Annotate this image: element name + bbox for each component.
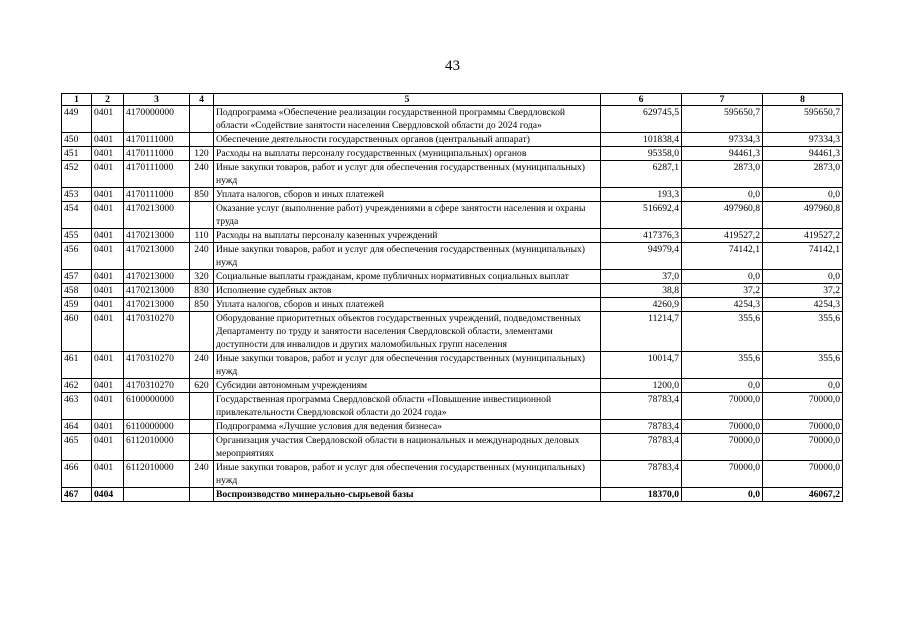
- row-description: Субсидии автономным учреждениям: [214, 379, 601, 393]
- table-row: [62, 106, 843, 133]
- amount-col-6: 193,3: [601, 188, 682, 202]
- target-article-code: 6100000000: [124, 393, 190, 420]
- amount-col-6: 78783,4: [601, 393, 682, 420]
- amount-col-7: 0,0: [682, 488, 763, 502]
- amount-col-7: 70000,0: [682, 420, 763, 434]
- amount-col-8: 355,6: [763, 312, 843, 352]
- table-row: [62, 434, 843, 461]
- amount-col-6: 1200,0: [601, 379, 682, 393]
- expense-type-code: 120: [190, 147, 214, 161]
- row-description: Иные закупки товаров, работ и услуг для обеспечения государственных (муниципальных) нужд: [214, 461, 601, 488]
- amount-col-7: 2873,0: [682, 161, 763, 188]
- amount-col-6: 10014,7: [601, 352, 682, 379]
- expense-type-code: 850: [190, 188, 214, 202]
- amount-col-6: 417376,3: [601, 229, 682, 243]
- amount-col-8: 94461,3: [763, 147, 843, 161]
- row-number: 460: [62, 312, 92, 352]
- column-header-8: 8: [763, 94, 843, 106]
- row-number: 450: [62, 133, 92, 147]
- amount-col-8: 595650,7: [763, 106, 843, 133]
- section-code: 0401: [92, 298, 124, 312]
- amount-col-7: 595650,7: [682, 106, 763, 133]
- amount-col-6: 38,8: [601, 284, 682, 298]
- expense-type-code: [190, 434, 214, 461]
- target-article-code: 4170310270: [124, 379, 190, 393]
- expense-type-code: [190, 420, 214, 434]
- expense-type-code: [190, 133, 214, 147]
- amount-col-7: 0,0: [682, 379, 763, 393]
- amount-col-7: 4254,3: [682, 298, 763, 312]
- section-code: 0401: [92, 420, 124, 434]
- section-code: 0401: [92, 284, 124, 298]
- amount-col-6: 11214,7: [601, 312, 682, 352]
- table-row: [62, 229, 843, 243]
- target-article-code: 4170213000: [124, 298, 190, 312]
- row-number: 449: [62, 106, 92, 133]
- table-row: [62, 379, 843, 393]
- amount-col-7: 70000,0: [682, 434, 763, 461]
- amount-col-7: 37,2: [682, 284, 763, 298]
- amount-col-7: 355,6: [682, 352, 763, 379]
- row-description: Подпрограмма «Обеспечение реализации государственной программы Свердловской области «Содействие занятости населения Свердловской области до 2024 года»: [214, 106, 601, 133]
- expense-type-code: 240: [190, 243, 214, 270]
- row-description: Иные закупки товаров, работ и услуг для обеспечения государственных (муниципальных) нужд: [214, 161, 601, 188]
- amount-col-6: 94979,4: [601, 243, 682, 270]
- target-article-code: 4170310270: [124, 312, 190, 352]
- section-code: 0401: [92, 434, 124, 461]
- amount-col-8: 37,2: [763, 284, 843, 298]
- row-number: 466: [62, 461, 92, 488]
- amount-col-7: 419527,2: [682, 229, 763, 243]
- target-article-code: 4170213000: [124, 284, 190, 298]
- expense-type-code: [190, 202, 214, 229]
- amount-col-7: 0,0: [682, 270, 763, 284]
- section-code: 0401: [92, 393, 124, 420]
- section-code: 0401: [92, 202, 124, 229]
- row-description: Уплата налогов, сборов и иных платежей: [214, 188, 601, 202]
- amount-col-6: 78783,4: [601, 434, 682, 461]
- amount-col-8: 419527,2: [763, 229, 843, 243]
- row-description: Организация участия Свердловской области в национальных и международных деловых мероприятиях: [214, 434, 601, 461]
- row-number: 458: [62, 284, 92, 298]
- table-row: [62, 420, 843, 434]
- table-row: [62, 298, 843, 312]
- amount-col-8: 46067,2: [763, 488, 843, 502]
- target-article-code: 4170213000: [124, 270, 190, 284]
- row-number: 451: [62, 147, 92, 161]
- amount-col-7: 74142,1: [682, 243, 763, 270]
- section-code: 0401: [92, 312, 124, 352]
- section-code: 0401: [92, 270, 124, 284]
- section-code: 0401: [92, 106, 124, 133]
- amount-col-6: 6287,1: [601, 161, 682, 188]
- amount-col-8: 2873,0: [763, 161, 843, 188]
- target-article-code: 4170213000: [124, 229, 190, 243]
- table-row: [62, 133, 843, 147]
- row-number: 461: [62, 352, 92, 379]
- expense-type-code: [190, 393, 214, 420]
- amount-col-8: 0,0: [763, 379, 843, 393]
- row-description: Государственная программа Свердловской области «Повышение инвестиционной привлекательности Свердловской области до 2024 года»: [214, 393, 601, 420]
- row-number: 464: [62, 420, 92, 434]
- section-code: 0401: [92, 461, 124, 488]
- section-code: 0404: [92, 488, 124, 502]
- expense-type-code: 850: [190, 298, 214, 312]
- expense-type-code: 240: [190, 352, 214, 379]
- amount-col-6: 629745,5: [601, 106, 682, 133]
- row-number: 465: [62, 434, 92, 461]
- amount-col-6: 37,0: [601, 270, 682, 284]
- table-row: [62, 312, 843, 352]
- header-row: [62, 94, 843, 106]
- target-article-code: 4170310270: [124, 352, 190, 379]
- column-header-3: 3: [124, 94, 190, 106]
- section-code: 0401: [92, 243, 124, 270]
- column-header-4: 4: [190, 94, 214, 106]
- section-code: 0401: [92, 188, 124, 202]
- table-row: [62, 147, 843, 161]
- row-number: 453: [62, 188, 92, 202]
- amount-col-6: 78783,4: [601, 461, 682, 488]
- row-description: Обеспечение деятельности государственных органов (центральный аппарат): [214, 133, 601, 147]
- expense-type-code: 830: [190, 284, 214, 298]
- expense-type-code: 240: [190, 161, 214, 188]
- amount-col-7: 70000,0: [682, 393, 763, 420]
- table-row: [62, 352, 843, 379]
- amount-col-6: 18370,0: [601, 488, 682, 502]
- row-description: Социальные выплаты гражданам, кроме публичных нормативных социальных выплат: [214, 270, 601, 284]
- expense-type-code: 620: [190, 379, 214, 393]
- expense-type-code: 320: [190, 270, 214, 284]
- expense-type-code: [190, 488, 214, 502]
- table-row: [62, 488, 843, 502]
- row-number: 455: [62, 229, 92, 243]
- amount-col-8: 74142,1: [763, 243, 843, 270]
- row-description: Уплата налогов, сборов и иных платежей: [214, 298, 601, 312]
- section-code: 0401: [92, 379, 124, 393]
- section-code: 0401: [92, 147, 124, 161]
- row-description: Иные закупки товаров, работ и услуг для обеспечения государственных (муниципальных) нужд: [214, 352, 601, 379]
- page-number: 43: [445, 58, 460, 74]
- table-row: [62, 393, 843, 420]
- row-description: Расходы на выплаты персоналу казенных учреждений: [214, 229, 601, 243]
- amount-col-6: 78783,4: [601, 420, 682, 434]
- expense-type-code: [190, 106, 214, 133]
- table-row: [62, 461, 843, 488]
- target-article-code: 4170000000: [124, 106, 190, 133]
- row-description: Воспроизводство минерально-сырьевой базы: [214, 488, 601, 502]
- section-code: 0401: [92, 133, 124, 147]
- target-article-code: 6112010000: [124, 434, 190, 461]
- expense-type-code: 110: [190, 229, 214, 243]
- amount-col-8: 4254,3: [763, 298, 843, 312]
- row-description: Исполнение судебных актов: [214, 284, 601, 298]
- amount-col-8: 97334,3: [763, 133, 843, 147]
- target-article-code: 6112010000: [124, 461, 190, 488]
- amount-col-7: 94461,3: [682, 147, 763, 161]
- amount-col-6: 516692,4: [601, 202, 682, 229]
- amount-col-8: 497960,8: [763, 202, 843, 229]
- row-number: 459: [62, 298, 92, 312]
- column-header-7: 7: [682, 94, 763, 106]
- row-number: 452: [62, 161, 92, 188]
- row-number: 454: [62, 202, 92, 229]
- column-header-2: 2: [92, 94, 124, 106]
- target-article-code: 4170111000: [124, 188, 190, 202]
- target-article-code: 4170111000: [124, 161, 190, 188]
- row-description: Оказание услуг (выполнение работ) учреждениями в сфере занятости населения и охраны труда: [214, 202, 601, 229]
- table-row: [62, 188, 843, 202]
- table-body: [62, 106, 843, 502]
- amount-col-8: 70000,0: [763, 461, 843, 488]
- amount-col-6: 101838,4: [601, 133, 682, 147]
- row-description: Расходы на выплаты персоналу государственных (муниципальных) органов: [214, 147, 601, 161]
- table-row: [62, 284, 843, 298]
- row-number: 457: [62, 270, 92, 284]
- target-article-code: 6110000000: [124, 420, 190, 434]
- row-number: 456: [62, 243, 92, 270]
- target-article-code: 4170111000: [124, 147, 190, 161]
- amount-col-8: 70000,0: [763, 420, 843, 434]
- amount-col-7: 355,6: [682, 312, 763, 352]
- amount-col-7: 0,0: [682, 188, 763, 202]
- target-article-code: 4170213000: [124, 243, 190, 270]
- section-code: 0401: [92, 161, 124, 188]
- target-article-code: 4170213000: [124, 202, 190, 229]
- column-header-5: 5: [214, 94, 601, 106]
- amount-col-7: 497960,8: [682, 202, 763, 229]
- amount-col-8: 70000,0: [763, 393, 843, 420]
- amount-col-6: 95358,0: [601, 147, 682, 161]
- table-row: [62, 161, 843, 188]
- row-number: 463: [62, 393, 92, 420]
- amount-col-8: 70000,0: [763, 434, 843, 461]
- row-description: Оборудование приоритетных объектов государственных учреждений, подведомственных Департаменту по труду и занятости населения Свердловской области, элементами доступности для инвалидов и других маломобильных групп населения: [214, 312, 601, 352]
- row-number: 467: [62, 488, 92, 502]
- table-row: [62, 202, 843, 229]
- table-row: [62, 270, 843, 284]
- column-header-6: 6: [601, 94, 682, 106]
- budget-table: [61, 93, 843, 502]
- column-header-1: 1: [62, 94, 92, 106]
- row-description: Подпрограмма «Лучшие условия для ведения бизнеса»: [214, 420, 601, 434]
- expense-type-code: [190, 312, 214, 352]
- row-number: 462: [62, 379, 92, 393]
- expense-type-code: 240: [190, 461, 214, 488]
- amount-col-6: 4260,9: [601, 298, 682, 312]
- amount-col-7: 70000,0: [682, 461, 763, 488]
- table-row: [62, 243, 843, 270]
- amount-col-8: 355,6: [763, 352, 843, 379]
- section-code: 0401: [92, 352, 124, 379]
- amount-col-7: 97334,3: [682, 133, 763, 147]
- amount-col-8: 0,0: [763, 188, 843, 202]
- section-code: 0401: [92, 229, 124, 243]
- amount-col-8: 0,0: [763, 270, 843, 284]
- target-article-code: [124, 488, 190, 502]
- target-article-code: 4170111000: [124, 133, 190, 147]
- row-description: Иные закупки товаров, работ и услуг для обеспечения государственных (муниципальных) нужд: [214, 243, 601, 270]
